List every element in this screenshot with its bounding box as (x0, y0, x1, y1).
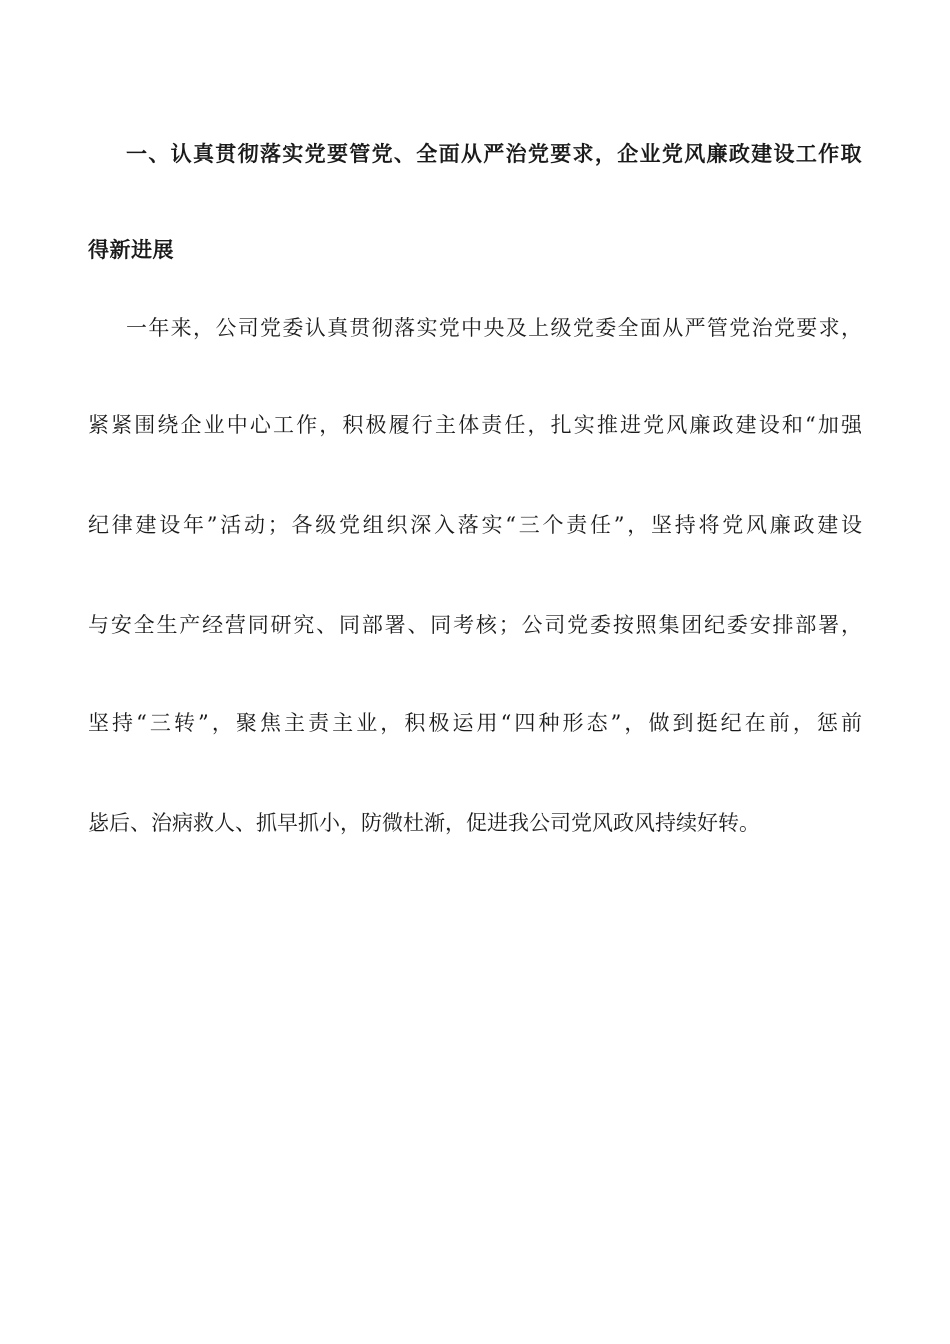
paragraph-line-4: 与安全生产经营同研究、同部署、同考核；公司党委按照集团纪委安排部署， (88, 613, 862, 637)
paragraph-line-2: 紧紧围绕企业中心工作，积极履行主体责任，扎实推进党风廉政建设和“加强 (88, 413, 862, 437)
paragraph-line-6: 毖后、治病救人、抓早抓小，防微杜渐，促进我公司党风政风持续好转。 (88, 811, 760, 835)
paragraph-line-1: 一年来，公司党委认真贯彻落实党中央及上级党委全面从严管党治党要求， (126, 316, 862, 340)
section-heading-line-2: 得新进展 (88, 238, 174, 262)
paragraph-line-5: 坚持“三转”，聚焦主责主业，积极运用“四种形态”，做到挺纪在前，惩前 (88, 711, 862, 735)
section-heading-line-1: 一、认真贯彻落实党要管党、全面从严治党要求，企业党风廉政建设工作取 (126, 142, 862, 166)
paragraph-line-3: 纪律建设年”活动；各级党组织深入落实“三个责任”，坚持将党风廉政建设 (88, 513, 862, 537)
